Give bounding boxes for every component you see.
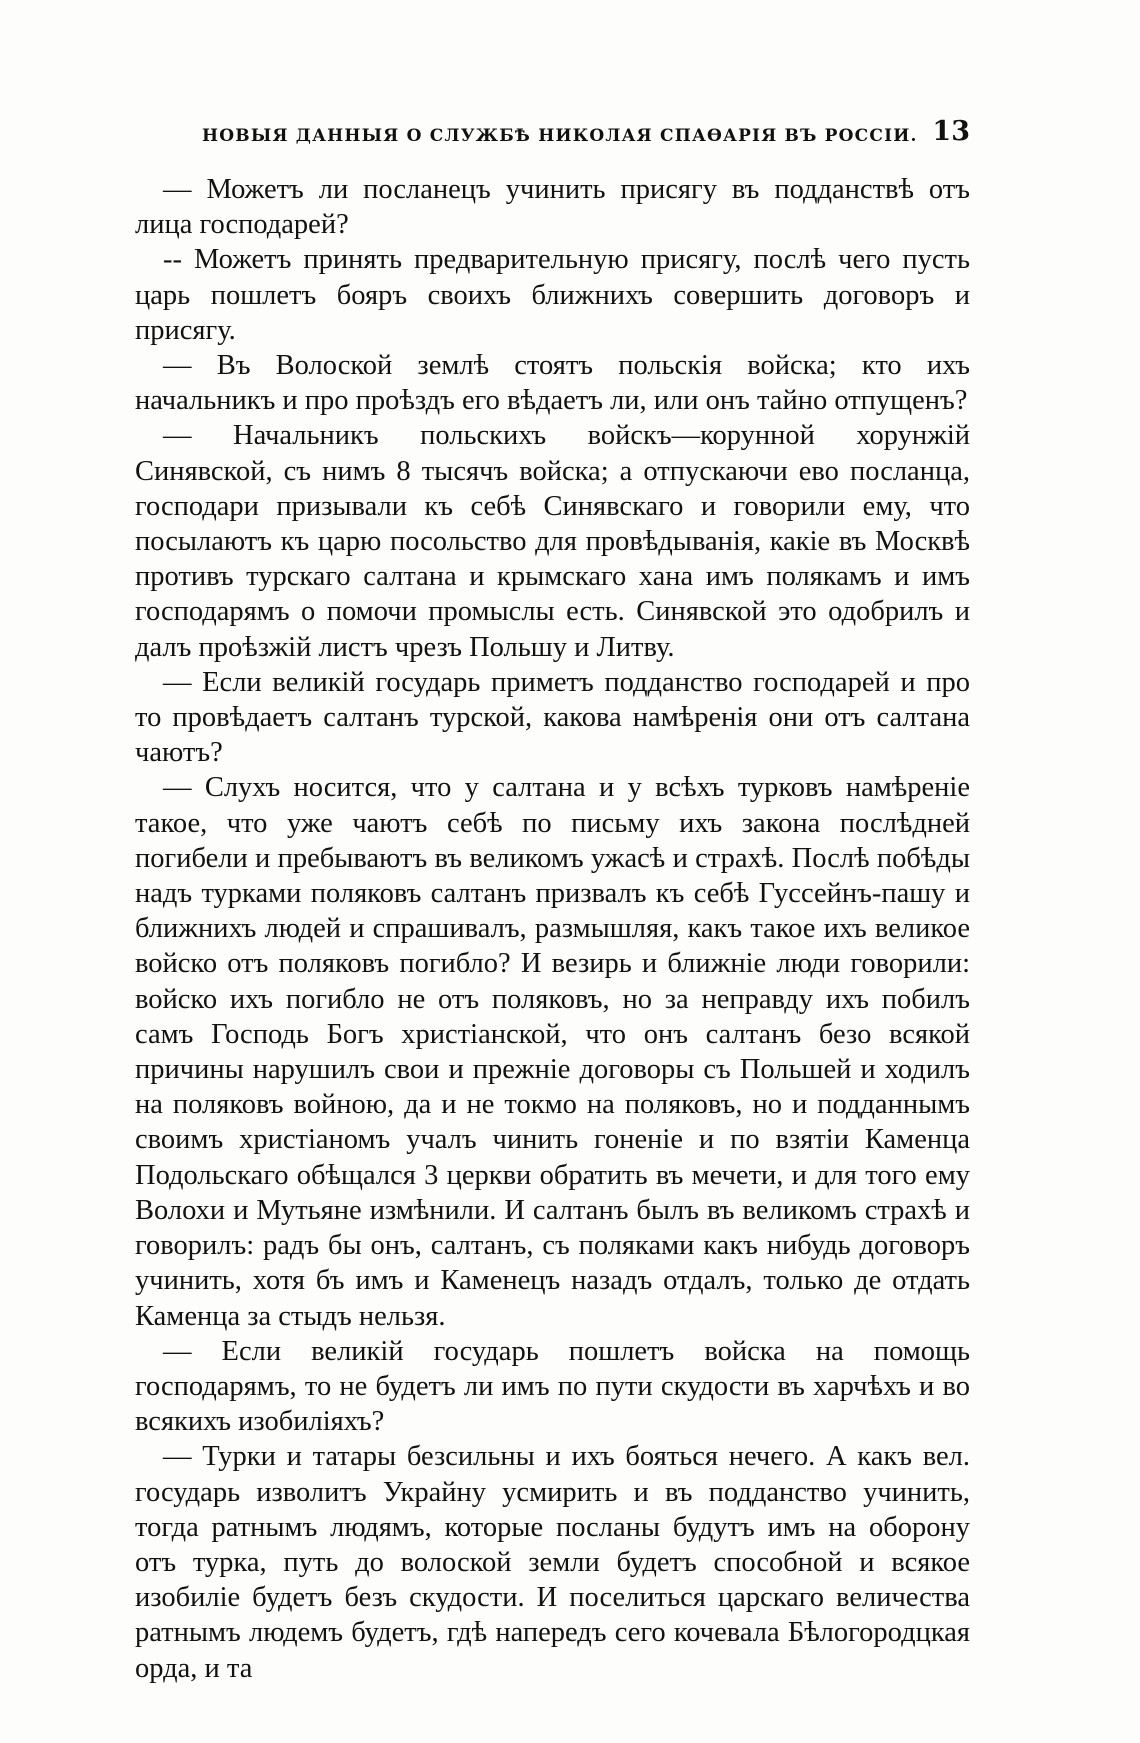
page-number: 13 (932, 116, 970, 147)
running-header (202, 116, 970, 152)
paragraph: — Можетъ ли посланецъ учинить присягу въ подданствѣ отъ лица господарей? (135, 174, 970, 241)
paragraph: — Турки и татары безсильны и ихъ бояться нечего. А какъ вел. государь изволитъ Украйну усмирить и въ подданство учинить, тогда ратнымъ людямъ, которые посланы будутъ имъ на оборону отъ турка, путь до волоской земли будетъ способной и всякое изобиліе будетъ безъ скудости. И поселиться царскаго величества ратнымъ людемъ будетъ, гдѣ напередъ сего кочевала Бѣлогородцкая орда, и та (135, 1441, 970, 1684)
running-title: НОВЫЯ ДАННЫЯ О СЛУЖБѢ НИКОЛАЯ СПАѲАРІЯ ВЪ РОССІИ. (202, 126, 918, 146)
paragraph: -- Можетъ принять предварительную присягу, послѣ чего пусть царь пошлетъ бояръ своихъ ближнихъ совершить договоръ и присягу. (135, 244, 970, 346)
page-body-text (135, 172, 970, 1686)
paragraph: — Если великій государь пошлетъ войска на помощь господарямъ, то не будетъ ли имъ по пути скудости въ харчѣхъ и во всякихъ изобиліяхъ? (135, 1335, 970, 1438)
paragraph: — Если великій государь приметъ подданство господарей и про то провѣдаетъ салтанъ турской, какова намѣренія они отъ салтана чаютъ? (135, 666, 970, 769)
paragraph: — Въ Волоской землѣ стоятъ польскія войска; кто ихъ начальникъ и про проѣздъ его вѣдаетъ ли, или онъ тайно отпущенъ? (135, 350, 970, 417)
paragraph: — Начальникъ польскихъ войскъ—корунной хорунжій Синявской, съ нимъ 8 тысячъ войска; а отпускаючи ево посланца, господари призывали къ себѣ Синявскаго и говорили ему, что посылаютъ къ царю посольство для провѣдыванія, какіе въ Москвѣ противъ турскаго салтана и крымскаго хана имъ полякамъ и имъ господарямъ о помочи промыслы есть. Синявской это одобрилъ и далъ проѣзжій листъ чрезъ Польшу и Литву. (135, 420, 970, 663)
paragraph: — Слухъ носится, что у салтана и у всѣхъ турковъ намѣреніе такое, что уже чаютъ себѣ по письму ихъ закона послѣдней погибели и пребываютъ въ великомъ ужасѣ и страхѣ. Послѣ побѣды надъ турками поляковъ салтанъ призвалъ къ себѣ Гуссейнъ-пашу и ближнихъ людей и спрашивалъ, размышляя, какъ такое ихъ великое войско отъ поляковъ погибло? И везирь и ближніе люди говорили: войско ихъ погибло не отъ поляковъ, но за неправду ихъ побилъ самъ Господь Богъ христіанской, что онъ салтанъ безо всякой причины нарушилъ свои и прежніе договоры съ Польшей и ходилъ на поляковъ войною, да и не токмо на поляковъ, но и подданнымъ своимъ христіаномъ учалъ чинить гоненіе и по взятіи Каменца Подольскаго обѣщался 3 церкви обратить въ мечети, и для того ему Волохи и Мутьяне измѣнили. И салтанъ былъ въ великомъ страхѣ и говорилъ: радъ бы онъ, салтанъ, съ поляками какъ нибудь договоръ учинить, хотя бъ имъ и Каменецъ назадъ отдалъ, только де отдать Каменца за стыдъ нельзя. (135, 772, 970, 1332)
